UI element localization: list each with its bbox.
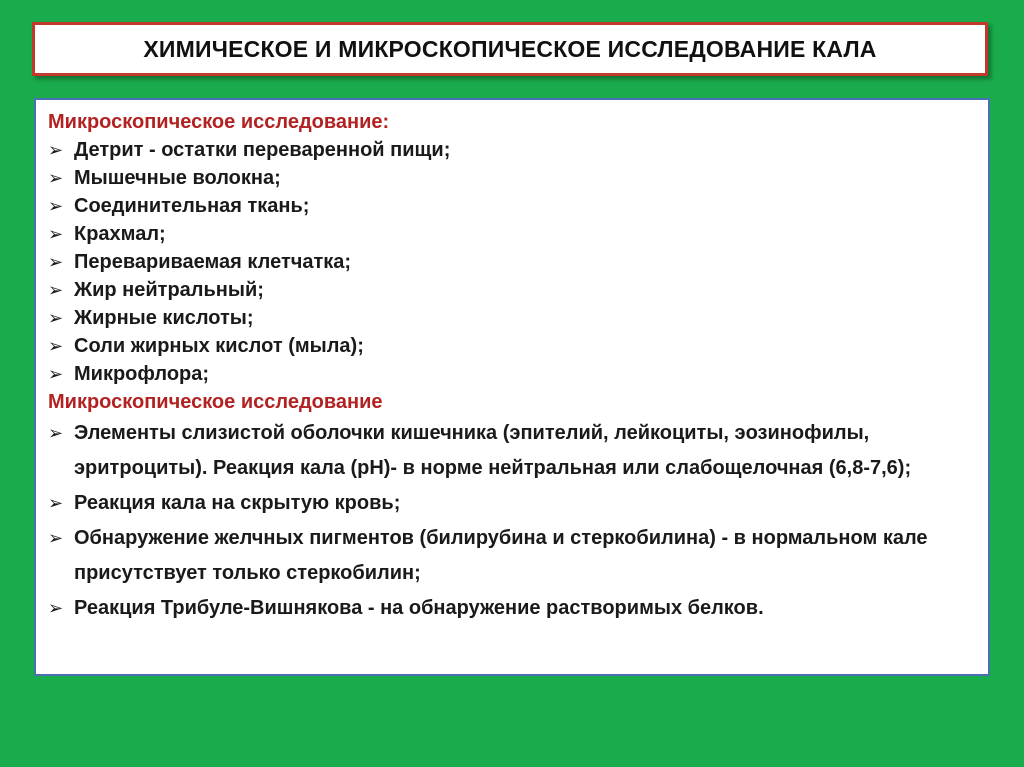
- list-item: ➢ Соли жирных кислот (мыла);: [48, 332, 974, 360]
- list-section-2: [48, 416, 974, 626]
- section-heading-2: Микроскопическое исследование: [48, 391, 383, 413]
- arrow-bullet-icon: ➢: [48, 528, 64, 548]
- list-item: ➢ Микрофлора;: [48, 360, 974, 388]
- arrow-bullet-icon: ➢: [48, 598, 64, 618]
- list-item: ➢ Элементы слизистой оболочки кишечника (эпителий, лейкоциты, эозинофилы, эритроциты). Реакция кала (рН)- в норме нейтральная или слабощелочная (6,8-7,6);: [48, 416, 974, 486]
- list-item: ➢ Мышечные волокна;: [48, 164, 974, 192]
- content-box: [34, 98, 990, 676]
- arrow-bullet-icon: ➢: [48, 168, 64, 188]
- arrow-bullet-icon: ➢: [48, 423, 64, 443]
- section-heading-1: Микроскопическое исследование:: [48, 111, 390, 133]
- slide-title: ХИМИЧЕСКОЕ И МИКРОСКОПИЧЕСКОЕ ИССЛЕДОВАНИЕ КАЛА: [143, 35, 877, 62]
- list-item: ➢ Обнаружение желчных пигментов (билирубина и стеркобилина) - в нормальном кале присутствует только стеркобилин;: [48, 521, 974, 591]
- arrow-bullet-icon: ➢: [48, 493, 64, 513]
- arrow-bullet-icon: ➢: [48, 336, 64, 356]
- arrow-bullet-icon: ➢: [48, 252, 64, 272]
- arrow-bullet-icon: ➢: [48, 140, 64, 160]
- arrow-bullet-icon: ➢: [48, 308, 64, 328]
- list-item: ➢ Крахмал;: [48, 220, 974, 248]
- list-item: ➢ Жир нейтральный;: [48, 276, 974, 304]
- arrow-bullet-icon: ➢: [48, 196, 64, 216]
- list-section-1: [48, 136, 974, 388]
- list-item: ➢ Перевариваемая клетчатка;: [48, 248, 974, 276]
- list-item: ➢ Реакция кала на скрытую кровь;: [48, 486, 974, 521]
- list-item: ➢ Жирные кислоты;: [48, 304, 974, 332]
- list-item: ➢ Реакция Трибуле-Вишнякова - на обнаружение растворимых белков.: [48, 591, 974, 626]
- slide-title-box: [32, 22, 988, 76]
- arrow-bullet-icon: ➢: [48, 224, 64, 244]
- list-item: ➢ Соединительная ткань;: [48, 192, 974, 220]
- arrow-bullet-icon: ➢: [48, 364, 64, 384]
- list-item: ➢ Детрит - остатки переваренной пищи;: [48, 136, 974, 164]
- arrow-bullet-icon: ➢: [48, 280, 64, 300]
